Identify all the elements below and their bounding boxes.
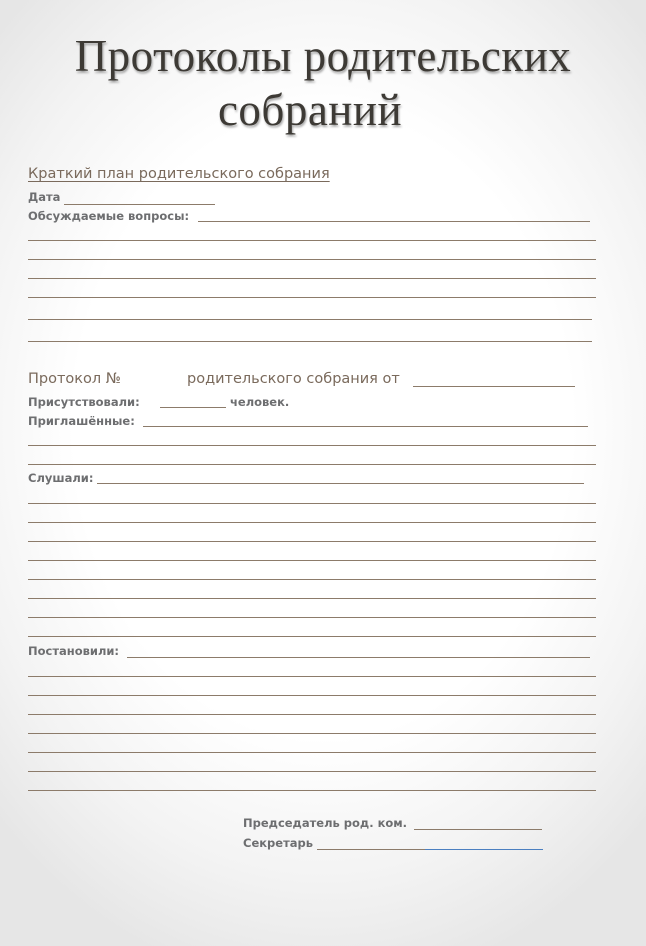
- issues-label: Обсуждаемые вопросы:: [28, 209, 190, 223]
- resolved-label: Постановили:: [28, 644, 120, 658]
- present-unit-label: человек.: [230, 395, 290, 409]
- issues-line[interactable]: [28, 259, 596, 260]
- heard-line[interactable]: [28, 598, 596, 599]
- resolved-line[interactable]: [28, 771, 596, 772]
- heard-line[interactable]: [28, 636, 596, 637]
- heard-label: Слушали:: [28, 471, 94, 485]
- issues-line[interactable]: [28, 297, 596, 298]
- heard-line[interactable]: [28, 541, 596, 542]
- heard-line[interactable]: [28, 617, 596, 618]
- heard-line[interactable]: [28, 560, 596, 561]
- resolved-line[interactable]: [28, 733, 596, 734]
- resolved-line[interactable]: [28, 790, 596, 791]
- present-count-line[interactable]: [160, 407, 226, 408]
- protocol-number-label: Протокол №: [28, 371, 121, 387]
- invited-line[interactable]: [28, 464, 596, 465]
- heard-line[interactable]: [28, 522, 596, 523]
- resolved-field-line[interactable]: [127, 657, 590, 658]
- meeting-date-line[interactable]: [413, 386, 575, 387]
- issues-line[interactable]: [28, 278, 596, 279]
- document-title-line-1: Протоколы родительских: [74, 31, 572, 81]
- issues-line[interactable]: [28, 319, 592, 320]
- resolved-line[interactable]: [28, 752, 596, 753]
- date-label: Дата: [28, 190, 61, 204]
- resolved-line[interactable]: [28, 714, 596, 715]
- invited-label: Приглашённые:: [28, 414, 135, 428]
- issues-line[interactable]: [28, 240, 596, 241]
- heard-line[interactable]: [28, 579, 596, 580]
- chair-label: Председатель род. ком.: [243, 816, 408, 830]
- resolved-line[interactable]: [28, 676, 596, 677]
- secretary-label: Секретарь: [243, 836, 314, 850]
- resolved-line[interactable]: [28, 695, 596, 696]
- present-label: Присутствовали:: [28, 395, 140, 409]
- chair-signature-line[interactable]: [414, 829, 542, 830]
- invited-line[interactable]: [28, 445, 596, 446]
- date-field-line[interactable]: [64, 204, 215, 205]
- secretary-signature-line-accent[interactable]: [425, 849, 543, 850]
- issues-field-line[interactable]: [198, 221, 590, 222]
- heard-line[interactable]: [28, 503, 596, 504]
- secretary-signature-line[interactable]: [317, 849, 425, 850]
- heard-field-line[interactable]: [97, 483, 584, 484]
- document-title-line-2: собраний: [217, 85, 403, 135]
- plan-heading: Краткий план родительского собрания: [28, 166, 330, 182]
- protocol-meeting-label: родительского собрания от: [187, 371, 400, 387]
- issues-line[interactable]: [28, 341, 592, 342]
- invited-field-line[interactable]: [143, 426, 588, 427]
